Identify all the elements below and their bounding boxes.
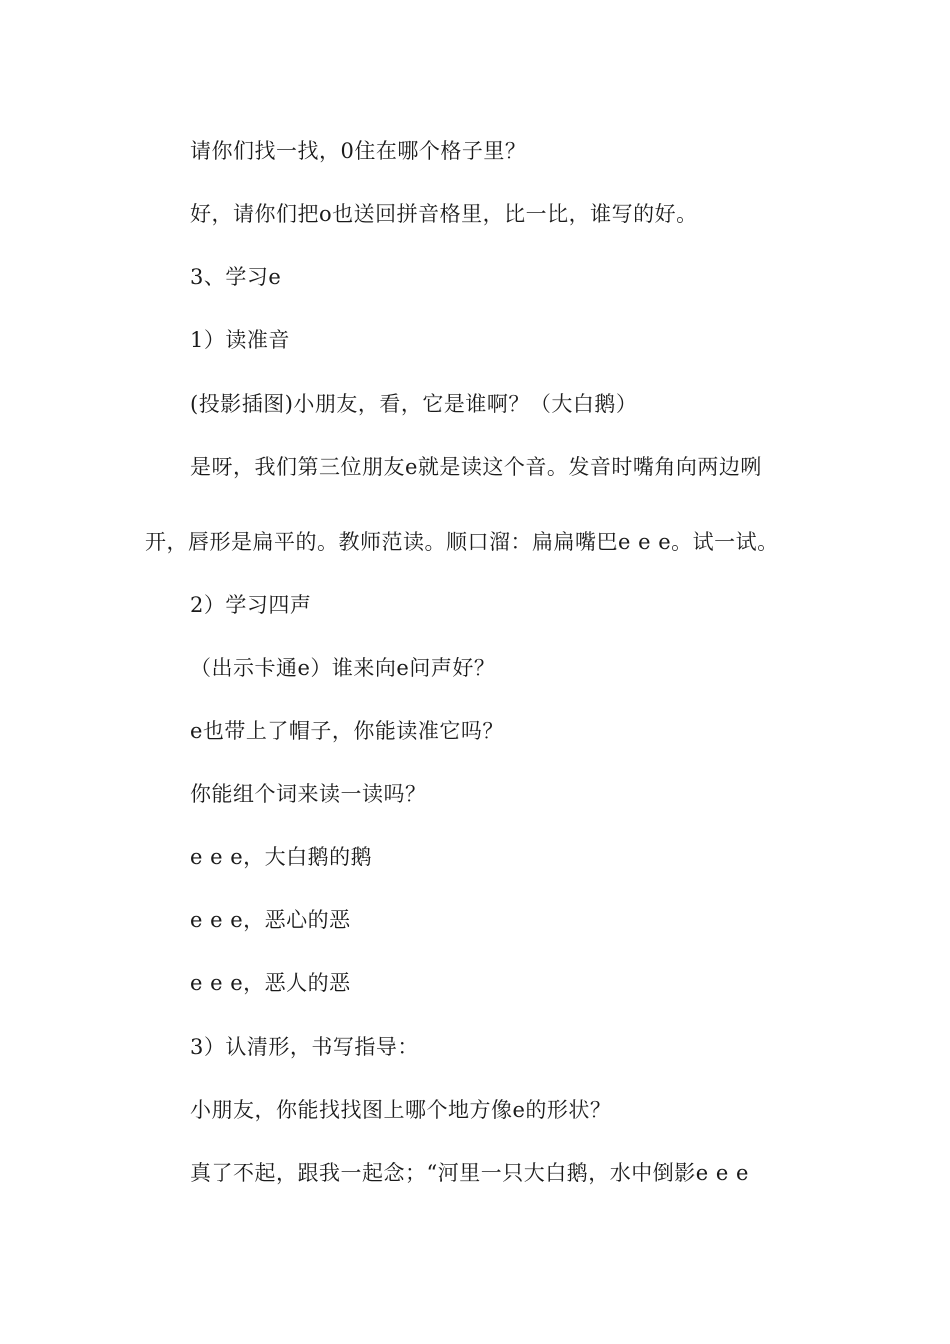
paragraph-line: e e e，大白鹅的鹅	[190, 845, 373, 869]
paragraph-line: 真了不起，跟我一起念；“河里一只大白鹅，水中倒影e e e	[190, 1161, 749, 1185]
paragraph-line: e e e，恶人的恶	[190, 971, 351, 995]
paragraph-continuation-line: 开，唇形是扁平的。教师范读。顺口溜：扁扁嘴巴e e e。试一试。	[145, 530, 779, 554]
paragraph-line: e也带上了帽子，你能读准它吗？	[190, 719, 504, 743]
section-heading: 3、学习e	[190, 265, 282, 289]
paragraph-line: 好，请你们把o也送回拼音格里，比一比，谁写的好。	[190, 202, 698, 226]
subsection-heading: 1）读准音	[190, 328, 290, 352]
paragraph-line: (投影插图)小朋友，看，它是谁啊？（大白鹅）	[190, 392, 638, 416]
paragraph-line: 你能组个词来读一读吗？	[190, 782, 427, 806]
paragraph-line: e e e，恶心的恶	[190, 908, 351, 932]
paragraph-line: 小朋友，你能找找图上哪个地方像e的形状？	[190, 1098, 612, 1122]
paragraph-line: （出示卡通e）谁来向e问声好？	[190, 656, 496, 680]
subsection-heading: 3）认清形，书写指导：	[190, 1035, 419, 1059]
subsection-heading: 2）学习四声	[190, 593, 312, 617]
paragraph-line: 请你们找一找，0住在哪个格子里？	[190, 139, 527, 163]
paragraph-line: 是呀，我们第三位朋友e就是读这个音。发音时嘴角向两边咧	[190, 455, 762, 479]
